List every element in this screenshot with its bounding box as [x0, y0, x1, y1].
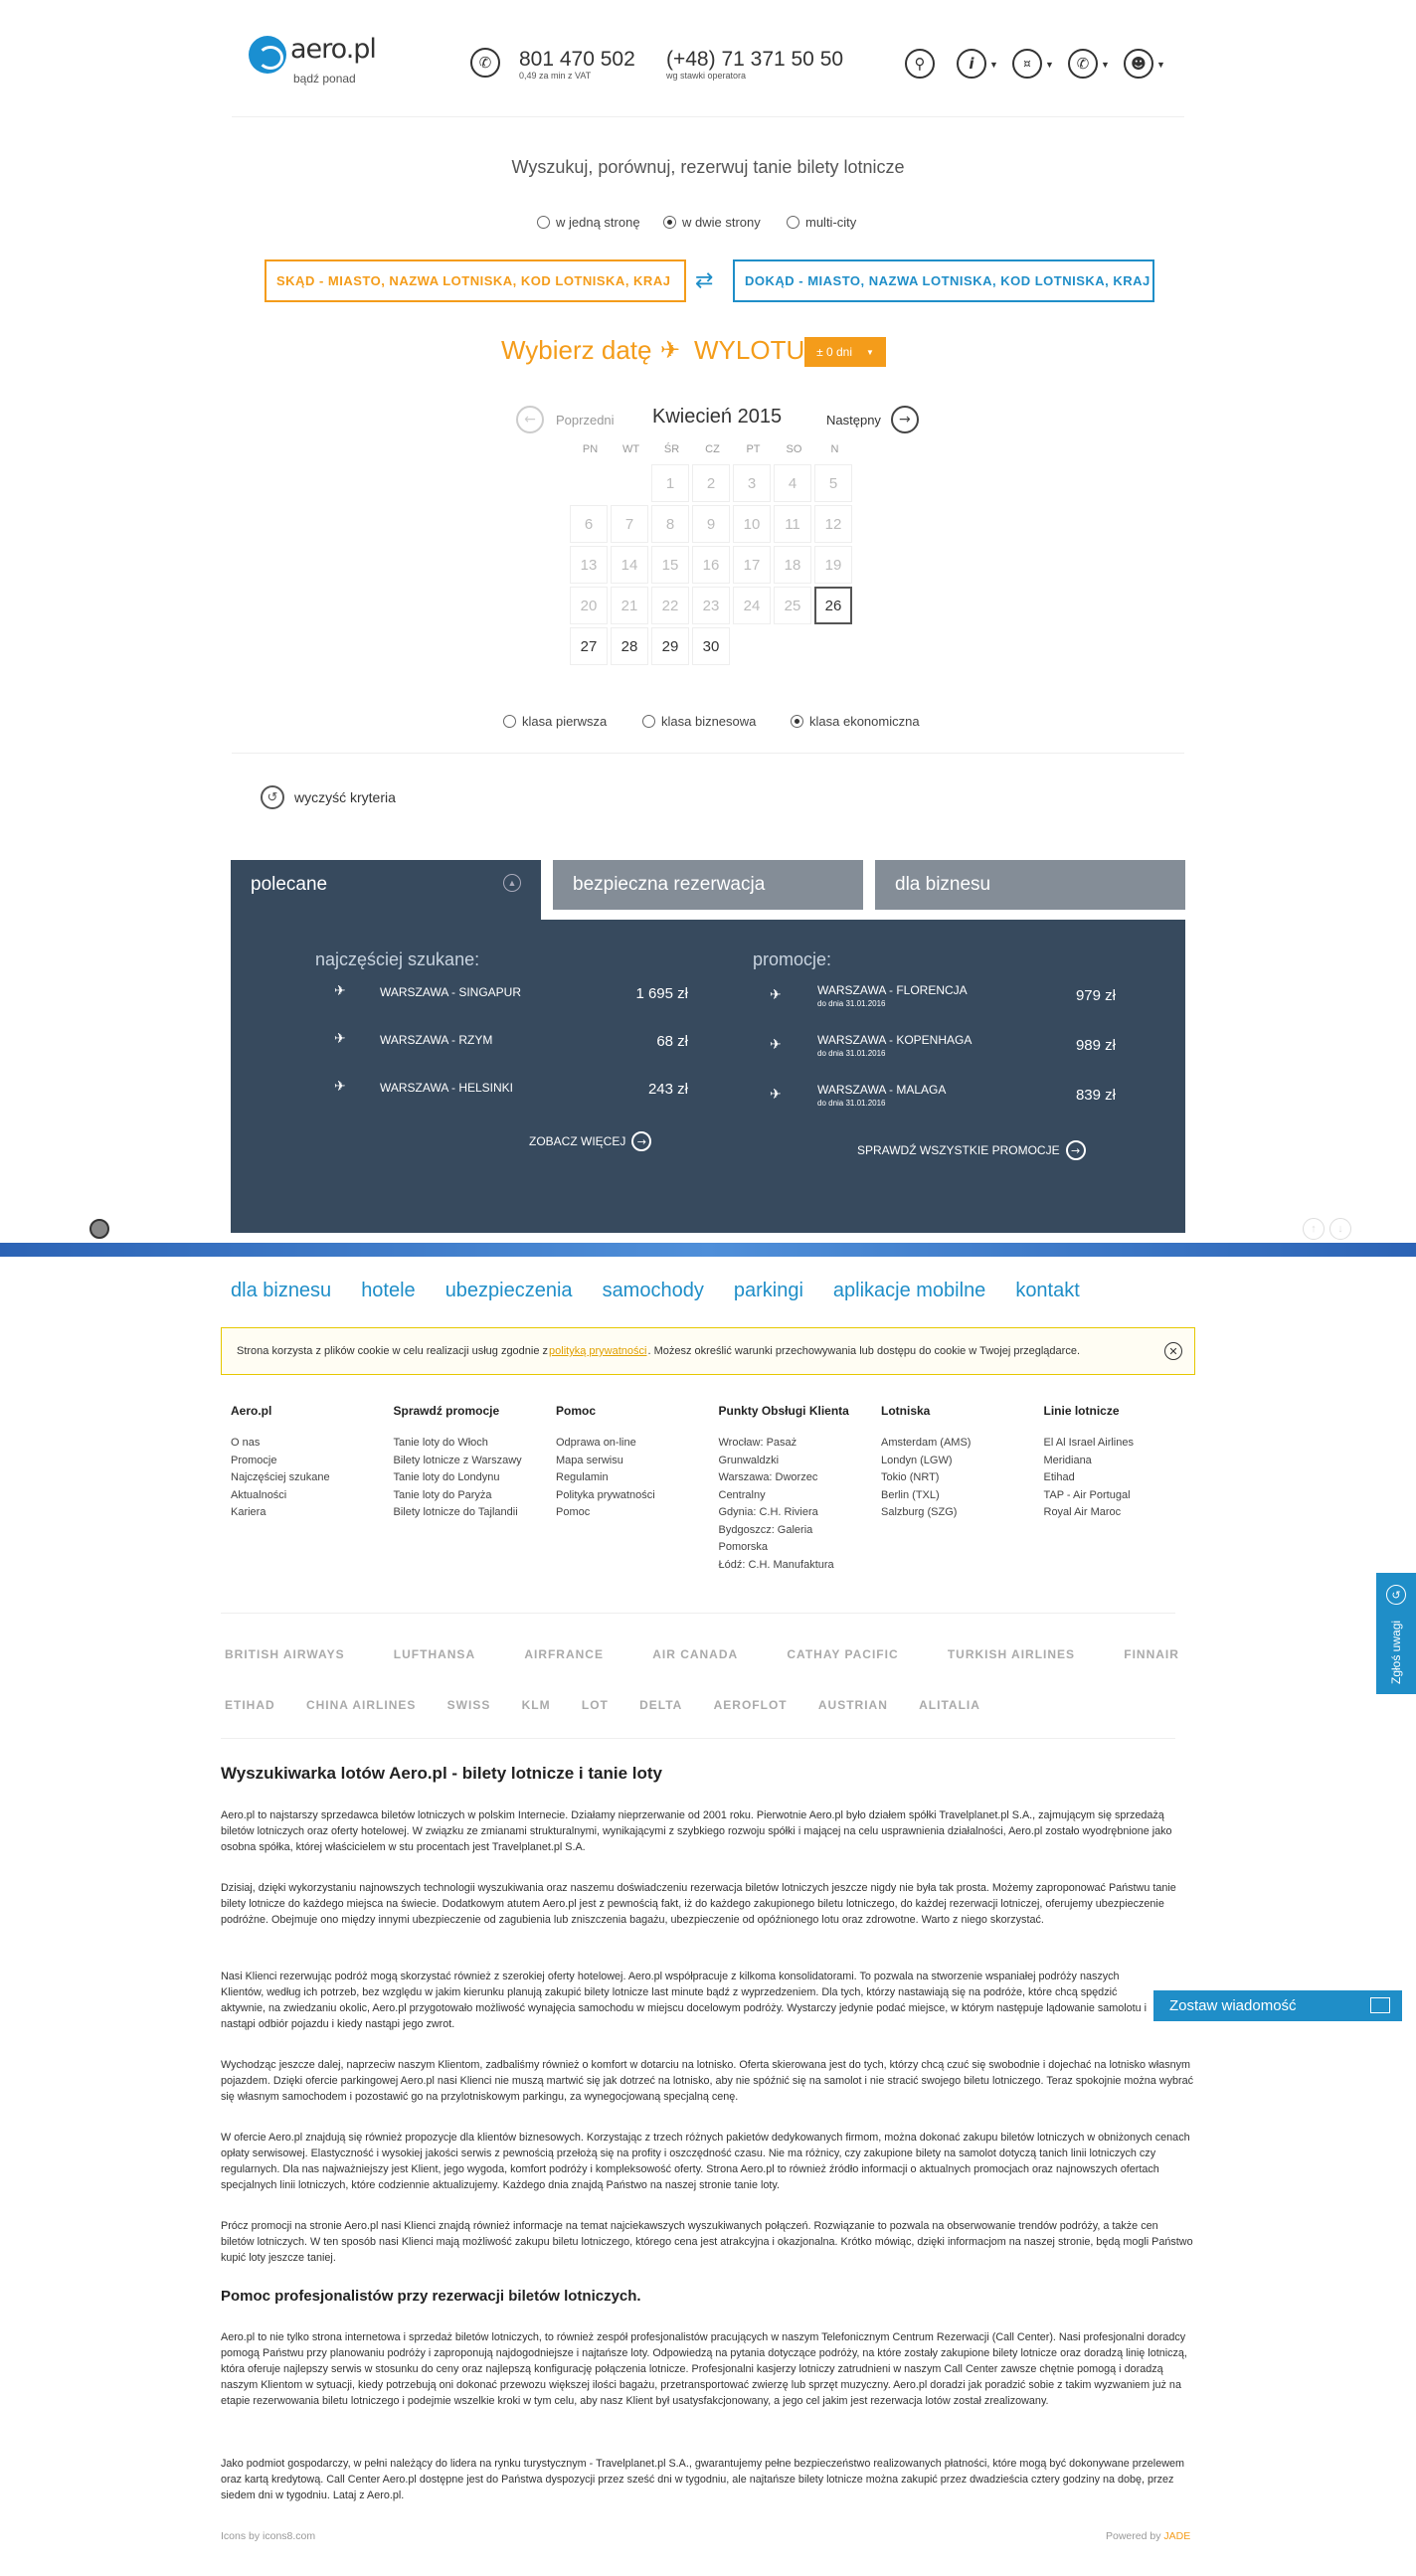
footer-column [881, 1404, 1030, 1522]
trip-one-way[interactable]: w jedną stronę [537, 215, 640, 230]
calendar-day: 5 [814, 464, 852, 502]
phone-number-2[interactable]: (+48) 71 371 50 50 [666, 48, 844, 71]
airline-logo: AIR CANADA [652, 1647, 739, 1661]
cookie-banner: Strona korzysta z plików cookie w celu realizacji usług zgodnie z polityką prywatności . Możesz określić warunki przechowywania lub dostępu do cookie w Twojej przeglądarce. ✕ [221, 1327, 1195, 1375]
promo-route[interactable]: WARSZAWA - FLORENCJA [817, 983, 968, 997]
weekday-label: PT [746, 443, 761, 455]
plane-icon: ✈ [334, 1079, 346, 1095]
swap-icon[interactable]: ⇄ [695, 268, 714, 293]
phone-icon: ✆ [470, 48, 500, 78]
calendar-day: 14 [611, 546, 648, 584]
airline-logo: SWISS [446, 1698, 491, 1712]
searched-route[interactable]: WARSZAWA - SINGAPUR [380, 985, 522, 999]
scroll-up-icon[interactable]: ↑ [1303, 1218, 1325, 1240]
searched-price[interactable]: 243 zł [647, 1081, 688, 1098]
calendar-day: 19 [814, 546, 852, 584]
promo-route[interactable]: WARSZAWA - MALAGA [817, 1083, 947, 1097]
calendar-day[interactable]: 28 [611, 627, 648, 665]
info-icon[interactable]: i [957, 49, 986, 79]
searched-route[interactable]: WARSZAWA - HELSINKI [380, 1081, 514, 1095]
calendar-day: 8 [651, 505, 689, 543]
calendar-day: 24 [733, 587, 771, 624]
most-searched-title: najczęściej szukane: [315, 949, 480, 969]
footer-link[interactable]: Tokio (NRT) [881, 1471, 940, 1483]
departure-plane-icon: ✈ [660, 336, 681, 364]
footer-column-title: Punkty Obsługi Klienta [718, 1404, 849, 1418]
footer-link[interactable]: Bilety lotnicze do Tajlandii [393, 1506, 518, 1518]
feedback-icon: ↺ [1386, 1585, 1406, 1605]
tab-safe-booking[interactable]: bezpieczna rezerwacja [553, 860, 863, 910]
article-paragraph-8: Jako podmiot gospodarczy, w pełni należący do lidera na rynku turystycznym - Travelplanet.pl S.A., gwarantujemy pełne bezpieczeństwo realizowanych płatności, które mogą być dokonywane przelewem oraz kartą kredytową. Call Center Aero.pl dostępne jest do Państwa dyspozycji przez sześć dni w tygodniu, ale najtańsze bilety lotnicze można zakupić przez dwadzieścia cztery godziny na dobę, przez siedem dni w tygodniu. Lataj z Aero.pl. [221, 2458, 1185, 2501]
footer-link[interactable]: Pomoc [556, 1506, 591, 1518]
trip-round[interactable]: w dwie strony [663, 215, 761, 230]
trip-multi-city[interactable]: multi-city [787, 215, 856, 230]
calendar-day: 9 [692, 505, 730, 543]
calendar-day[interactable]: 30 [692, 627, 730, 665]
radio-icon [642, 715, 655, 728]
footer-link[interactable]: Odprawa on-line [556, 1437, 636, 1449]
article-title: Wyszukiwarka lotów Aero.pl - bilety lotnicze i tanie loty [221, 1764, 662, 1783]
airline-logo: FINNAIR [1124, 1647, 1179, 1661]
calendar-day: 4 [774, 464, 811, 502]
promotions-title: promocje: [753, 949, 832, 969]
airlines-divider-top [221, 1613, 1175, 1614]
plane-icon: ✈ [334, 1031, 346, 1047]
airlines-row-1 [225, 1647, 1179, 1661]
footer-link[interactable]: El Al Israel Airlines [1043, 1437, 1134, 1449]
arrow-right-icon: → [631, 1131, 651, 1151]
airline-logo: DELTA [639, 1698, 683, 1712]
calendar-day: 17 [733, 546, 771, 584]
feedback-tab[interactable]: ↺ Zgłoś uwagi [1376, 1573, 1416, 1694]
calendar-day: 20 [570, 587, 608, 624]
footer-link[interactable]: O nas [231, 1437, 261, 1449]
check-promotions-link[interactable]: SPRAWDŹ WSZYSTKIE PROMOCJE → [857, 1140, 1086, 1160]
footer-link[interactable]: Amsterdam (AMS) [881, 1437, 972, 1449]
searched-route[interactable]: WARSZAWA - RZYM [380, 1033, 493, 1047]
footer-link[interactable]: Gdynia: C.H. Riviera [718, 1506, 818, 1518]
clear-icon[interactable]: ↺ [261, 785, 284, 809]
footer-column [719, 1404, 868, 1574]
footer-column [556, 1404, 705, 1522]
calendar-day: 6 [570, 505, 608, 543]
footer-nav-link[interactable]: parkingi [733, 1280, 803, 1301]
footer-link[interactable]: Kariera [231, 1506, 266, 1518]
airline-logo: AUSTRIAN [817, 1698, 888, 1712]
weekday-label: ŚR [663, 443, 680, 455]
calendar-day: 16 [692, 546, 730, 584]
arrow-left-icon: ← [516, 406, 544, 433]
footer-column-title: Pomoc [556, 1404, 597, 1418]
privacy-policy-link[interactable]: polityką prywatności [549, 1345, 647, 1357]
calendar-next[interactable]: Następny → [826, 406, 919, 433]
footer-link[interactable]: Promocje [231, 1454, 277, 1466]
calendar-day: 15 [651, 546, 689, 584]
radio-checked-icon [791, 715, 803, 728]
footer-link[interactable]: Tanie loty do Paryża [393, 1488, 492, 1501]
airline-logo: TURKISH AIRLINES [947, 1647, 1076, 1661]
calendar-weekdays [570, 443, 855, 455]
airline-logo: CHINA AIRLINES [305, 1698, 417, 1712]
airline-logo: ALITALIA [919, 1698, 980, 1712]
calendar-month: Kwiecień 2015 [652, 406, 783, 428]
radio-icon [503, 715, 516, 728]
date-title-departure: WYLOTU [694, 335, 805, 365]
footer-column [394, 1404, 543, 1522]
footer-nav-link[interactable]: dla biznesu [231, 1280, 332, 1301]
airline-logo: ETIHAD [225, 1698, 275, 1712]
airline-logo: KLM [521, 1698, 551, 1712]
footer-column-title: Linie lotnicze [1043, 1404, 1120, 1418]
calendar-day: 10 [733, 505, 771, 543]
currency-icon[interactable]: ¤ [1012, 49, 1042, 79]
calendar-day: 1 [651, 464, 689, 502]
searched-price[interactable]: 68 zł [656, 1033, 688, 1050]
collapse-icon[interactable]: ▲ [503, 874, 521, 892]
logo-icon[interactable] [249, 36, 286, 74]
article-paragraph-5: W ofercie Aero.pl znajdują się również propozycje dla klientów biznesowych. Korzystając z trzech różnych pakietów dedykowanych firmom, można dokonać zakupu biletów lotniczych w obniżonych cenach opłaty serwisowej. Elastyczność i wysokiej jakości serwis z pewnością przełożą się na profity i oszczędność czasu. Nie ma różnicy, czy zakupione bilety na samolot dotyczą tanich linii lotniczych czy regularnych. Dla nas najważniejszy jest Klient, jego wygoda, komfort podróży i kompleksowość oferty. Strona Aero.pl to również źródło informacji o aktualnych promocjach oraz najnowszych ofertach specjalnych linii lotniczych, które codziennie aktualizujemy. Każdego dnia znajdą Państwo na naszej stronie tanie loty. [221, 2132, 1190, 2191]
footer-link[interactable]: Najczęściej szukane [231, 1471, 330, 1483]
plane-icon: ✈ [334, 983, 346, 999]
footer-link[interactable]: Pomorska [718, 1541, 769, 1553]
article-paragraph-7: Aero.pl to nie tylko strona internetowa i sprzedaż biletów lotniczych, to również zespół profesjonalistów pracujących w naszym Telefonicznym Centrum Rezerwacji (Call Center). Nasi profesjonalni doradcy pomogą Państwu przy planowaniu podróży i zaproponują najdogodniejsze i najtańsze loty. Odpowiedzą na pytania dotyczące podróży, na które zostały zakupione bilety lotnicze oraz doradzą linię lotniczą, która oferuje najlepszy serwis w stosunku do ceny oraz najlepszą konfigurację połączenia lotnicze. Profesjonalni kasjerzy lotniczy zatrudnieni w naszym Call Center zawsze chętnie pomogą i doradzą naszym Klientom w sytuacji, kiedy potrzebują oni dokonać przewozu większej ilości bagażu, przetransportować zwierzę lub sprzęt muzyczny. Aero.pl doradzi jak poradzić sobie z takim wyzwaniem już na etapie rezerwowania biletu lotniczego i podejmie wszelkie kroki w tym celu, aby nasz Klient był usatysfakcjonowany, a jego cel jakim jest rezerwacja lotów został zrealizowany. [221, 2331, 1187, 2407]
calendar-day: 7 [611, 505, 648, 543]
see-more-link[interactable]: ZOBACZ WIĘCEJ → [529, 1131, 651, 1151]
search-icon[interactable]: ⚲ [905, 49, 935, 79]
calendar-day: 21 [611, 587, 648, 624]
weekday-label: SO [786, 443, 802, 455]
calendar-day: 2 [692, 464, 730, 502]
weekday-label: WT [621, 443, 640, 455]
footer-column-title: Aero.pl [231, 1404, 272, 1418]
plane-icon: ✈ [770, 1087, 782, 1103]
days-flex-dropdown[interactable]: ± 0 dni ▼ [804, 337, 886, 367]
footer-column [231, 1404, 380, 1522]
promo-price[interactable]: 979 zł [1075, 987, 1116, 1004]
promo-price[interactable]: 839 zł [1075, 1087, 1116, 1104]
searched-price[interactable]: 1 695 zł [635, 985, 688, 1002]
article-paragraph-4: Wychodząc jeszcze dalej, naprzeciw naszym Klientom, zadbaliśmy również o komfort w dotarciu na lotnisko. Oferta skierowana jest do tych, którzy chcą czuć się swobodnie i dojechać na lotnisko własnym pojazdem. Dzięki ofercie parkingowej Aero.pl nasi Klienci nie muszą martwić się jak dotrzeć na lotnisko, aby nie spóźnić się na samolot i nie stracić swojego biletu lotniczego. Teraz spokojnie można wybrać się własnym samochodem i pozostawić go na przylotniskowym parkingu, za wynegocjowaną specjalną cenę. [221, 2059, 1193, 2103]
search-divider [232, 753, 1184, 754]
airlines-divider-bottom [221, 1738, 1175, 1739]
footer-link[interactable]: Aktualności [231, 1488, 287, 1501]
calendar-day: 23 [692, 587, 730, 624]
contact-caret-icon[interactable]: ▼ [1101, 60, 1110, 70]
user-icon[interactable]: ☻ [1124, 49, 1153, 79]
to-input[interactable]: DOKĄD - MIASTO, NAZWA LOTNISKA, KOD LOTNISKA, KRAJ [733, 259, 1154, 302]
calendar-day: 3 [733, 464, 771, 502]
icons-credit[interactable]: Icons by icons8.com [221, 2530, 316, 2542]
footer-nav-link[interactable]: hotele [361, 1280, 416, 1301]
radio-icon [787, 216, 799, 229]
phone-note-1: 0,49 za min z VAT [519, 71, 592, 81]
footer-link[interactable]: Regulamin [556, 1471, 609, 1483]
promo-until: do dnia 31.01.2016 [817, 1099, 886, 1108]
airline-logo: LOT [581, 1698, 609, 1712]
footer-link[interactable]: TAP - Air Portugal [1043, 1488, 1131, 1501]
footer-link[interactable]: Polityka prywatności [556, 1488, 655, 1501]
airline-logo: LUFTHANSA [393, 1647, 476, 1661]
airline-logo: BRITISH AIRWAYS [225, 1647, 345, 1661]
plane-icon: ✈ [770, 1037, 782, 1053]
radio-checked-icon [663, 216, 676, 229]
calendar-day: 13 [570, 546, 608, 584]
calendar-day[interactable]: 29 [651, 627, 689, 665]
calendar-day: 12 [814, 505, 852, 543]
powered-by: Powered by JADE [1106, 2530, 1191, 2542]
footer-column-title: Sprawdź promocje [393, 1404, 500, 1418]
chevron-down-icon: ▼ [866, 347, 874, 357]
footer-link[interactable]: Royal Air Maroc [1043, 1506, 1122, 1518]
footer-link[interactable]: Mapa serwisu [556, 1454, 623, 1466]
close-icon[interactable]: ✕ [1164, 1342, 1182, 1360]
footer-nav-link[interactable]: ubezpieczenia [444, 1280, 573, 1301]
slider-handle[interactable] [89, 1219, 109, 1239]
class-economy[interactable]: klasa ekonomiczna [791, 714, 920, 729]
phone-number-1[interactable]: 801 470 502 [519, 48, 635, 71]
footer-link[interactable]: Meridiana [1043, 1454, 1092, 1466]
tab-recommended[interactable]: polecane ▲ [231, 860, 541, 921]
weekday-label: N [830, 443, 839, 455]
arrow-right-icon: → [891, 406, 919, 433]
footer-link[interactable]: Bilety lotnicze z Warszawy [393, 1454, 522, 1466]
radio-icon [537, 216, 550, 229]
from-input[interactable]: SKĄD - MIASTO, NAZWA LOTNISKA, KOD LOTNISKA, KRAJ [265, 259, 686, 302]
airline-logo: AIRFRANCE [524, 1647, 604, 1661]
calendar-day: 25 [774, 587, 811, 624]
footer-link[interactable]: Londyn (LGW) [881, 1454, 953, 1466]
footer-link[interactable]: Berlin (TXL) [881, 1488, 940, 1501]
plane-icon: ✈ [770, 987, 782, 1003]
airline-logo: CATHAY PACIFIC [787, 1647, 899, 1661]
promo-route[interactable]: WARSZAWA - KOPENHAGA [817, 1033, 973, 1047]
calendar-day[interactable]: 27 [570, 627, 608, 665]
footer-nav-link[interactable]: kontakt [1015, 1280, 1080, 1301]
logo[interactable]: aero.pl [290, 34, 376, 65]
logo-tagline: bądź ponad [293, 72, 356, 86]
footer-link[interactable]: Grunwaldzki [718, 1454, 780, 1466]
header-divider [232, 116, 1184, 117]
promo-price[interactable]: 989 zł [1075, 1037, 1116, 1054]
clear-criteria-link[interactable]: wyczyść kryteria [294, 789, 396, 805]
airline-logo: AEROFLOT [713, 1698, 788, 1712]
article-subtitle: Pomoc profesjonalistów przy rezerwacji biletów lotniczych. [221, 2288, 641, 2305]
calendar-day[interactable]: 26 [814, 587, 852, 624]
footer-link[interactable]: Centralny [718, 1488, 766, 1501]
info-caret-icon[interactable]: ▼ [989, 60, 998, 70]
promo-until: do dnia 31.01.2016 [817, 999, 886, 1008]
footer-link[interactable]: Wrocław: Pasaż [718, 1437, 797, 1449]
recommended-panel [231, 920, 1185, 1233]
footer-link[interactable]: Tanie loty do Włoch [393, 1437, 488, 1449]
search-subtitle: Wyszukuj, porównuj, rezerwuj tanie bilety lotnicze [511, 157, 905, 177]
footer-nav-link[interactable]: aplikacje mobilne [832, 1280, 986, 1301]
user-caret-icon[interactable]: ▼ [1156, 60, 1165, 70]
article-paragraph-1: Aero.pl to najstarszy sprzedawca biletów lotniczych w polskim Internecie. Działamy nieprzerwanie od 2001 roku. Pierwotnie Aero.pl było działem spółki Travelplanet.pl S.A., zajmującym się sprzedażą biletów lotniczych oraz oferty hotelowej. W związku ze zmianami strukturalnymi, wynikającymi z szybkiego rozwoju spółki i mającej na celu usprawnienia działalności, Aero.pl zostało wyodrębnione jako osobna spółka, której właścicielem w stu procentach jest Travelplanet.pl S.A. [221, 1809, 1172, 1853]
calendar-day: 11 [774, 505, 811, 543]
article-paragraph-3: Nasi Klienci rezerwując podróż mogą skorzystać również z szerokiej oferty hotelowej. Aero.pl współpracuje z kilkoma konsolidatorami. To pozwala na stworzenie wspaniałej podróży naszych Klientów, według ich potrzeb, bez względu w jakim kierunku planują zakupić bilety lotnicze last minute bądź z wyprzedzeniem. Dla tych, którzy nastawiają się na podróże, które chcą spędzić aktywnie, na zwiedzaniu okolic, Aero.pl przygotowało możliwość wynajęcia samochodu w miejscu docelowym podróży. Wystarczy jedynie podać miejsce, w którym następuje lądowanie samolotu i nastąpi odbiór pojazdu i kiedy nastąpi jego zwrot. [221, 1971, 1148, 2030]
footer-link[interactable]: Etihad [1043, 1471, 1075, 1483]
phone-note-2: wg stawki operatora [666, 71, 747, 81]
footer-nav-link[interactable]: samochody [602, 1280, 704, 1301]
footer-link[interactable]: Łódź: C.H. Manufaktura [718, 1558, 834, 1571]
footer-column-title: Lotniska [881, 1404, 931, 1418]
footer-link[interactable]: Warszawa: Dworzec [718, 1471, 818, 1483]
calendar-day: 18 [774, 546, 811, 584]
currency-caret-icon[interactable]: ▼ [1045, 60, 1054, 70]
footer-link[interactable]: Salzburg (SZG) [881, 1506, 958, 1518]
weekday-label: CZ [705, 443, 720, 455]
article-paragraph-6: Prócz promocji na stronie Aero.pl nasi Klienci znajdą również informacje na temat najciekawszych wyszukiwanych połączeń. Rozwiązanie to pozwala na obserwowanie trendów podróży, a także cen biletów lotniczych. W ten sposób nasi Klienci mają możliwość zakupu biletu lotniczego, którego cena jest atrakcyjna i okazjonalna. Krótko mówiąc, dzięki informacjom na naszej stronie, będą mogli Państwo kupić loty jeszcze taniej. [221, 2220, 1193, 2264]
article-paragraph-2: Dzisiaj, dzięki wykorzystaniu najnowszych technologii wyszukiwania oraz naszemu doświadczeniu rezerwacja biletów lotniczych jeszcze nigdy nie była tak prosta. Możemy zaproponować Państwu tanie bilety lotnicze do każdego miejsca na świecie. Dodatkowym atutem Aero.pl jest z pewnością fakt, iż do każdego zakupionego biletu lotniczego, do każdej rezerwacji lotniczej, oferujemy ubezpieczenie podróżne. Obejmuje ono między innymi ubezpieczenie od zagubienia lub zniszczenia bagażu, ubezpieczenie od opóźnionego lotu oraz zdrowotne. Warto z niego skorzystać. [221, 1882, 1176, 1926]
window-icon [1370, 1997, 1390, 2013]
arrow-right-icon: → [1066, 1140, 1086, 1160]
jade-link[interactable]: JADE [1163, 2530, 1191, 2542]
footer-column [1044, 1404, 1193, 1522]
footer-link[interactable]: Bydgoszcz: Galeria [718, 1523, 813, 1536]
date-title: Wybierz datę [501, 335, 652, 365]
class-first[interactable]: klasa pierwsza [503, 714, 607, 729]
promo-until: do dnia 31.01.2016 [817, 1049, 886, 1058]
footer-band [0, 1243, 1416, 1257]
footer-nav [231, 1280, 1080, 1302]
weekday-label: PN [582, 443, 599, 455]
contact-phone-icon[interactable]: ✆ [1068, 49, 1098, 79]
class-business[interactable]: klasa biznesowa [642, 714, 756, 729]
airlines-row-2 [225, 1698, 980, 1712]
calendar-prev[interactable]: ← Poprzedni [516, 406, 615, 433]
footer-link[interactable]: Tanie loty do Londynu [393, 1471, 500, 1483]
calendar-day: 22 [651, 587, 689, 624]
leave-message-bar[interactable]: Zostaw wiadomość [1153, 1990, 1402, 2021]
tab-business[interactable]: dla biznesu [875, 860, 1185, 910]
scroll-down-icon[interactable]: ↓ [1329, 1218, 1351, 1240]
